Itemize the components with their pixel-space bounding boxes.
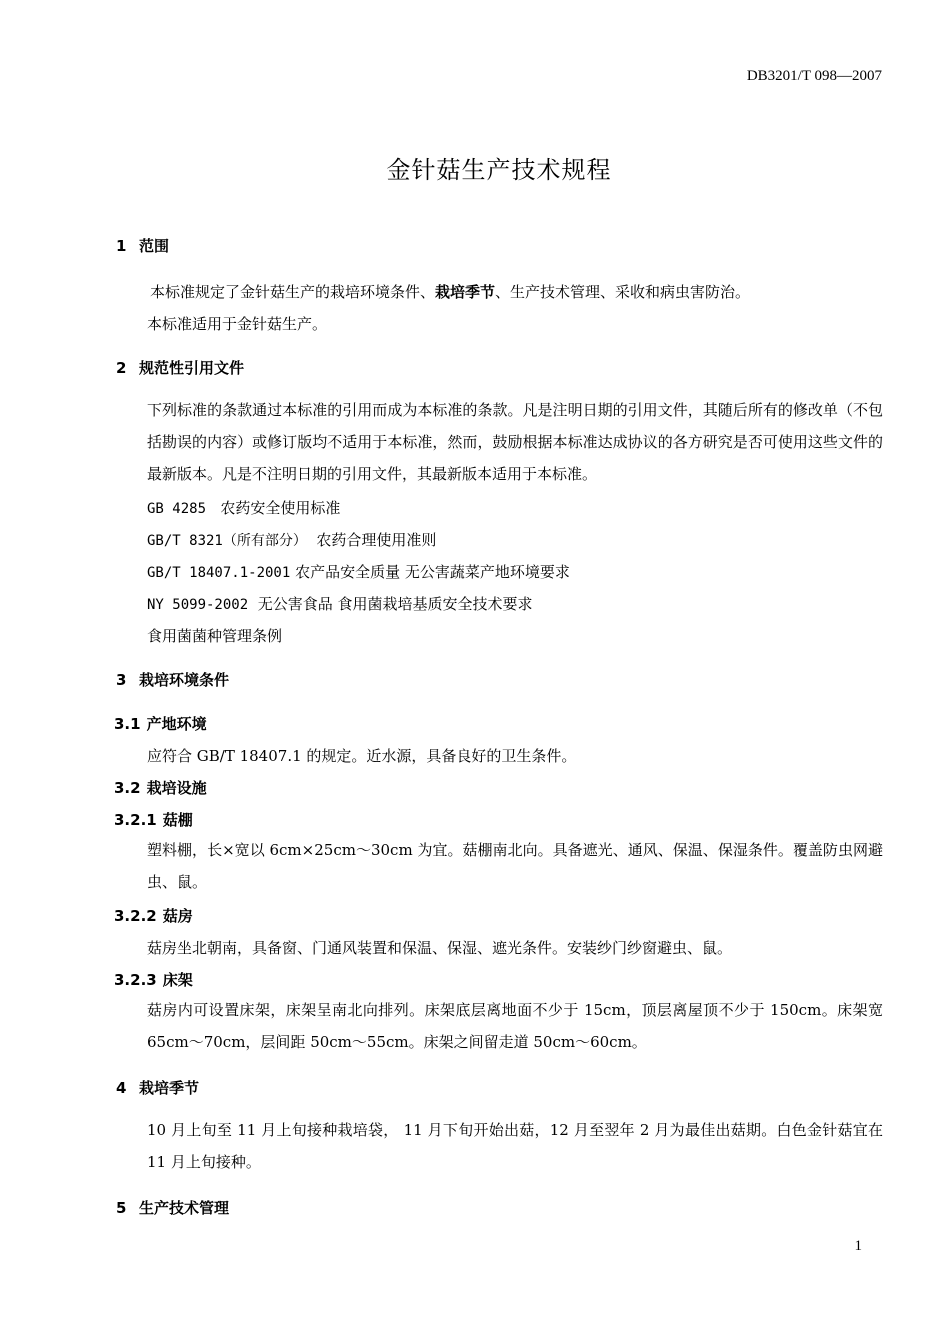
paragraph-text: 10 月上旬至 11 月上旬接种栽培袋， 11 月下旬开始出菇，12 月至翌年 2 月为最佳出菇期。白色金针菇宜在 11 月上旬接种。 — [147, 1121, 883, 1171]
paragraph-text: 下列标准的条款通过本标准的引用而成为本标准的条款。凡是注明日期的引用文件，其随后所有的修改单（不包括勘误的内容）或修订版均不适用于本标准，然而，鼓励根据本标准达成协议的各方研究是否可使用这些文件的最新版本。凡是不注明日期的引用文件，其最新版本适用于本标准。 — [147, 401, 883, 483]
section-number: 5 — [116, 1199, 127, 1217]
subsection-number: 3.2.2 — [114, 907, 157, 925]
reference-name: 食用菌菌种管理条例 — [147, 627, 283, 645]
paragraph-site-env: 应符合 GB/T 18407.1 的规定。近水源，具备良好的卫生条件。 — [147, 747, 577, 765]
paragraph-applicability: 本标准适用于金针菇生产。 — [147, 315, 328, 333]
section-heading-5 — [116, 1197, 229, 1218]
reference-item — [147, 625, 282, 646]
reference-code: GB 4285 — [147, 501, 207, 517]
paragraph-mushroom-house: 菇房坐北朝南，具备窗、门通风装置和保温、保湿、遮光条件。安装纱门纱窗避虫、鼠。 — [147, 939, 733, 957]
text-run: 本标准规定了金针菇生产的栽培环境条件、 — [150, 283, 436, 301]
subsection-heading-3-1 — [114, 713, 207, 734]
section-title: 栽培环境条件 — [139, 671, 230, 689]
section-heading-2 — [116, 357, 244, 378]
paragraph-mushroom-shed — [113, 834, 883, 898]
section-heading-1 — [116, 235, 169, 256]
reference-name: 农药合理使用准则 — [316, 531, 437, 549]
page-number: 1 — [854, 1238, 862, 1254]
reference-code: GB/T 18407.1-2001 — [147, 565, 291, 581]
section-title: 范围 — [139, 237, 170, 255]
section-number: 2 — [116, 359, 127, 377]
reference-item — [147, 497, 340, 518]
paragraph-bed-frame — [113, 994, 883, 1058]
paragraph-text: 菇房内可设置床架，床架呈南北向排列。床架底层离地面不少于 15cm，顶层离屋顶不少于 150cm。床架宽 65cm～70cm，层间距 50cm～55cm。床架之间留走道 50cm～60cm。 — [147, 1001, 883, 1051]
paragraph-season — [113, 1114, 883, 1178]
paragraph-text: 塑料棚，长×宽以 6cm×25cm～30cm 为宜。菇棚南北向。具备遮光、通风、保温、保湿条件。覆盖防虫网避虫、鼠。 — [147, 841, 883, 891]
reference-code: NY 5099-2002 — [147, 597, 249, 613]
subsection-number: 3.1 — [114, 715, 141, 733]
section-title: 规范性引用文件 — [139, 359, 245, 377]
subsection-heading-3-2-3 — [114, 969, 193, 990]
subsection-title: 栽培设施 — [146, 779, 207, 797]
section-heading-3 — [116, 669, 229, 690]
page-title: 金针菇生产技术规程 — [386, 156, 612, 184]
section-title: 生产技术管理 — [139, 1199, 230, 1217]
subsection-number: 3.2.3 — [114, 971, 157, 989]
paragraph-scope — [150, 281, 750, 302]
reference-name: 无公害食品 食用菌栽培基质安全技术要求 — [257, 595, 533, 613]
reference-name: 农药安全使用标准 — [220, 499, 341, 517]
subsection-title: 床架 — [162, 971, 193, 989]
section-title: 栽培季节 — [139, 1079, 200, 1097]
reference-item — [147, 561, 570, 582]
subsection-number: 3.2 — [114, 779, 141, 797]
section-number: 3 — [116, 671, 127, 689]
paragraph-normative-refs — [113, 394, 883, 490]
subsection-title: 菇房 — [162, 907, 193, 925]
subsection-heading-3-2 — [114, 777, 207, 798]
section-number: 1 — [116, 237, 127, 255]
subsection-heading-3-2-2 — [114, 905, 193, 926]
reference-item — [147, 529, 436, 550]
subsection-number: 3.2.1 — [114, 811, 157, 829]
reference-code: GB/T 8321（所有部分） — [147, 533, 307, 549]
subsection-heading-3-2-1 — [114, 809, 193, 830]
subsection-title: 菇棚 — [162, 811, 193, 829]
text-run-bold: 栽培季节 — [435, 283, 496, 301]
reference-name: 农产品安全质量 无公害蔬菜产地环境要求 — [295, 563, 570, 581]
section-heading-4 — [116, 1077, 199, 1098]
section-number: 4 — [116, 1079, 127, 1097]
reference-item — [147, 593, 532, 614]
document-code: DB3201/T 098—2007 — [746, 68, 882, 84]
text-run: 、生产技术管理、采收和病虫害防治。 — [495, 283, 751, 301]
subsection-title: 产地环境 — [146, 715, 207, 733]
